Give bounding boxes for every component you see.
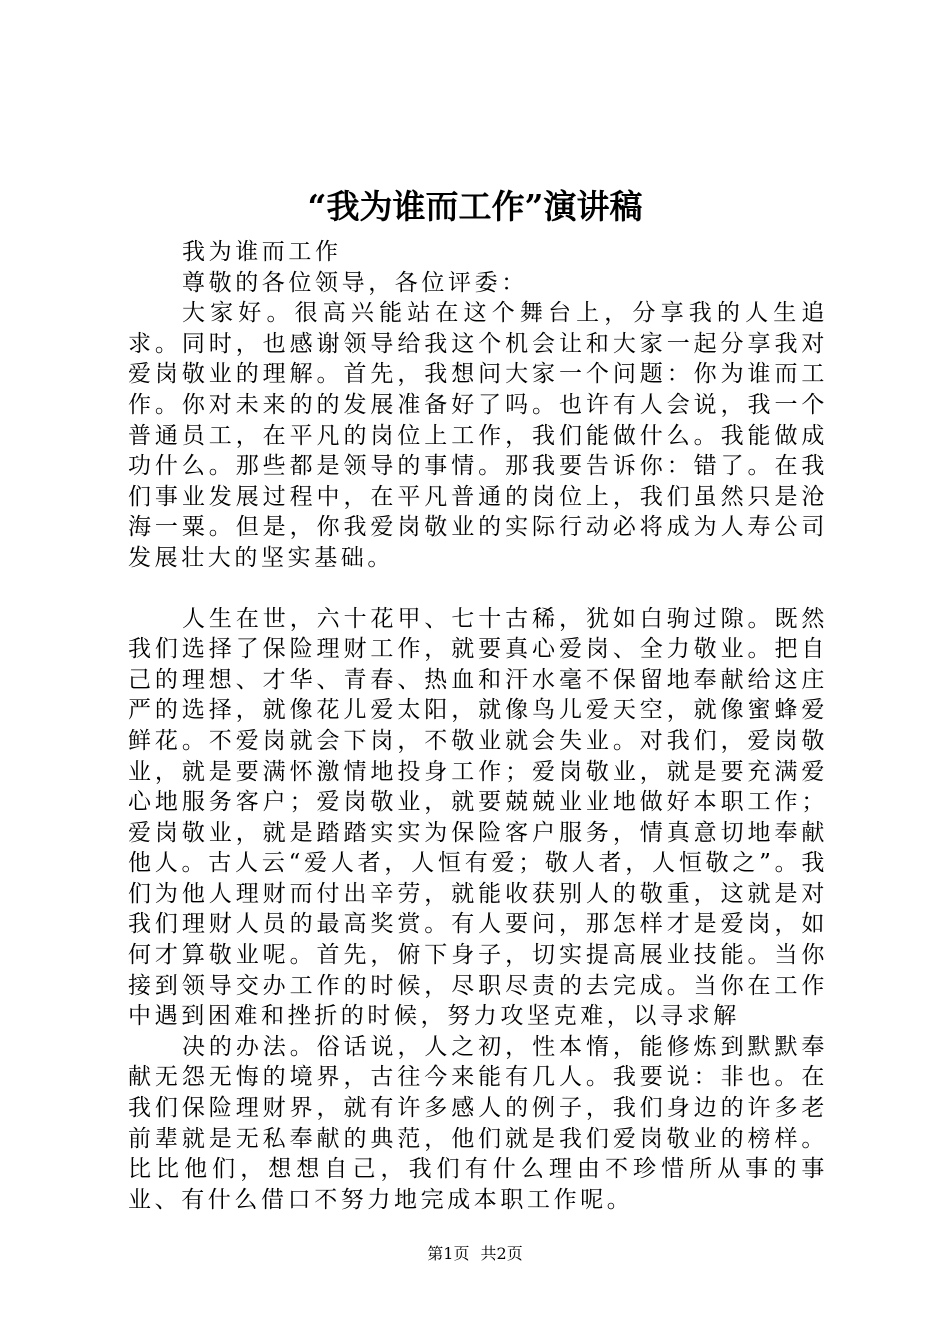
page-number: 第1页: [427, 1244, 470, 1263]
page-footer: [0, 1243, 950, 1265]
paragraph-continuation: 决的办法。俗话说，人之初，性本惰，能修炼到默默奉献无怨无悔的境界，古往今来能有几人。我要说：非也。在我们保险理财界，就有许多感人的例子，我们身边的许多老前辈就是无私奉献的典范，他们就是我们爱岗敬业的榜样。比比他们，想想自己，我们有什么理由不珍惜所从事的事业、有什么借口不努力地完成本职工作呢。: [128, 1033, 828, 1213]
paragraph-intro: 大家好。很高兴能站在这个舞台上，分享我的人生追求。同时，也感谢领导给我这个机会让和大家一起分享我对爱岗敬业的理解。首先，我想问大家一个问题：你为谁而工作。你对未来的的发展准备好了吗。也许有人会说，我一个普通员工，在平凡的岗位上工作，我们能做什么。我能做成功什么。那些都是领导的事情。那我要告诉你：错了。在我们事业发展过程中，在平凡普通的岗位上，我们虽然只是沧海一粟。但是，你我爱岗敬业的实际行动必将成为人寿公司发展壮大的坚实基础。: [128, 300, 828, 571]
page-title: “我为谁而工作”演讲稿: [307, 187, 643, 226]
document-body: [128, 237, 828, 1215]
page-total: 共2页: [480, 1244, 523, 1263]
paragraph-gap: [128, 574, 828, 604]
speech-heading-line: 我为谁而工作: [182, 239, 342, 265]
paragraph-main: 人生在世，六十花甲、七十古稀，犹如白驹过隙。既然我们选择了保险理财工作，就要真心爱岗、全力敬业。把自己的理想、才华、青春、热血和汗水毫不保留地奉献给这庄严的选择，就像花儿爱太阳，就像鸟儿爱天空，就像蜜蜂爱鲜花。不爱岗就会下岗，不敬业就会失业。对我们，爱岗敬业，就是要满怀激情地投身工作；爱岗敬业，就是要充满爱心地服务客户；爱岗敬业，就要兢兢业业地做好本职工作；爱岗敬业，就是踏踏实实为保险客户服务，情真意切地奉献他人。古人云“爱人者，人恒有爱；敬人者，人恒敬之”。我们为他人理财而付出辛劳，就能收获别人的敬重，这就是对我们理财人员的最高奖赏。有人要问，那怎样才是爱岗，如何才算敬业呢。首先，俯下身子，切实提高展业技能。当你接到领导交办工作的时候，尽职尽责的去完成。当你在工作中遇到困难和挫折的时候，努力攻坚克难，以寻求解: [128, 605, 828, 1030]
salutation-line: 尊敬的各位领导，各位评委：: [182, 269, 528, 296]
